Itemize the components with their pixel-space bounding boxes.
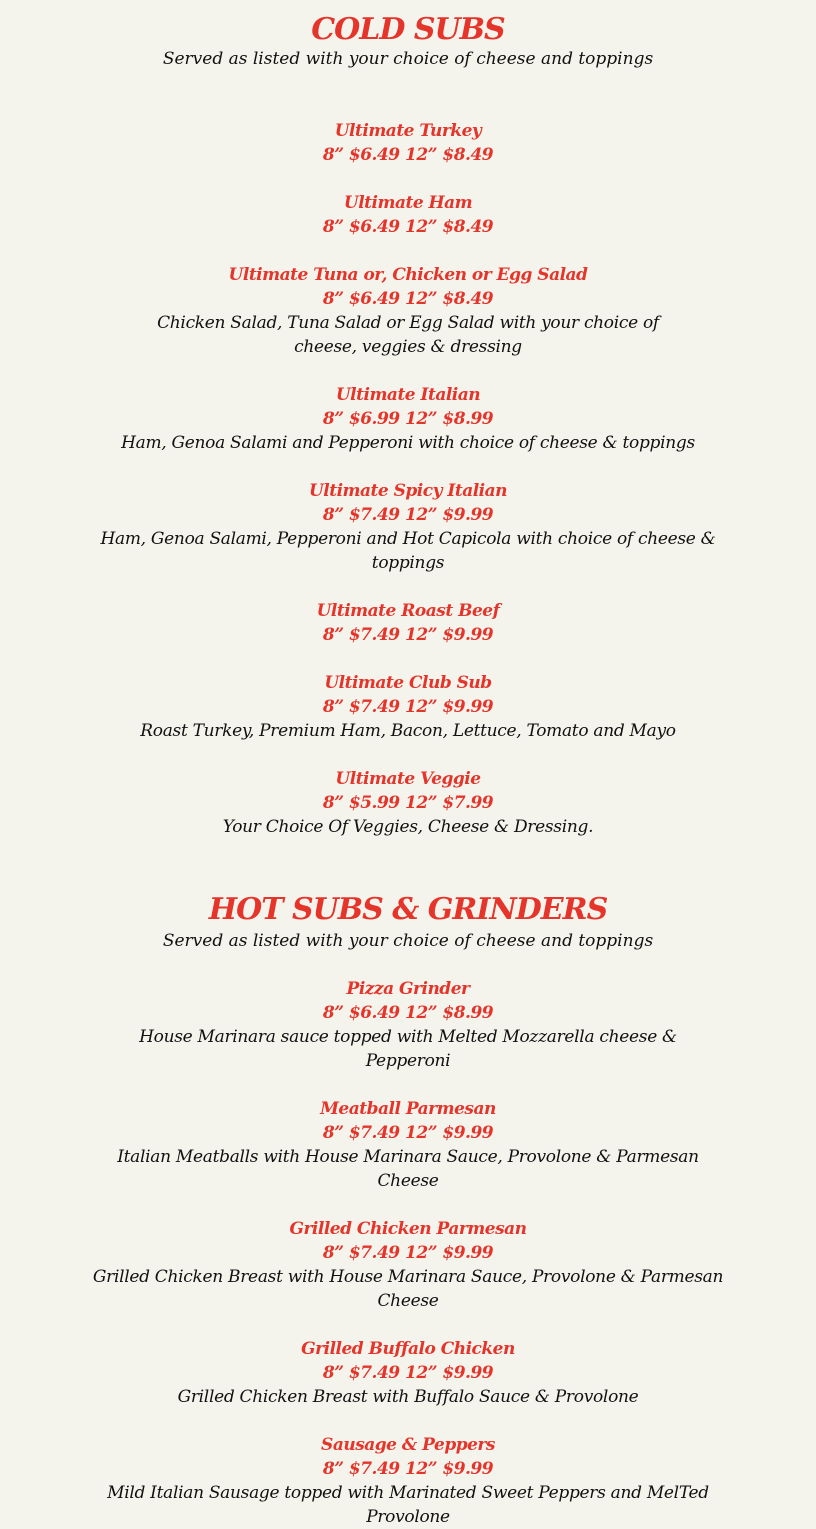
item-price: 8” $6.49 12” $8.49	[322, 289, 494, 309]
menu-item-ultimate-ham	[108, 191, 708, 239]
item-price: 8” $7.49 12” $9.99	[322, 505, 494, 525]
item-name: Ultimate Spicy Italian	[308, 481, 508, 501]
item-name: Ultimate Veggie	[335, 769, 481, 789]
menu-item-ultimate-veggie	[108, 767, 708, 839]
menu-item-ultimate-roast-beef	[108, 599, 708, 647]
menu-item-grilled-buffalo-chicken	[108, 1337, 708, 1409]
item-price: 8” $6.99 12” $8.99	[322, 409, 494, 429]
hot-subs-subtitle: Served as listed with your choice of cheese and toppings	[162, 931, 654, 951]
item-price: 8” $7.49 12” $9.99	[322, 1243, 494, 1263]
item-name: Ultimate Roast Beef	[316, 601, 500, 621]
menu-item-sausage-peppers	[108, 1433, 708, 1529]
item-price: 8” $7.49 12” $9.99	[322, 697, 494, 717]
hot-subs-section	[0, 891, 816, 1529]
menu-item-ultimate-spicy-italian	[100, 479, 716, 575]
item-description: Roast Turkey, Premium Ham, Bacon, Lettuce, Tomato and Mayo	[140, 721, 676, 741]
item-name: Ultimate Club Sub	[324, 673, 492, 693]
item-price: 8” $6.49 12” $8.49	[322, 145, 494, 165]
item-name: Grilled Buffalo Chicken	[301, 1339, 515, 1359]
item-name: Ultimate Ham	[343, 193, 473, 213]
item-name: Meatball Parmesan	[320, 1099, 496, 1119]
menu-item-ultimate-italian	[108, 383, 708, 455]
item-price: 8” $7.49 12” $9.99	[322, 625, 494, 645]
item-description: Ham, Genoa Salami and Pepperoni with choice of cheese & toppings	[121, 433, 695, 453]
menu-item-meatball-parmesan	[108, 1097, 708, 1193]
item-description: Chicken Salad, Tuna Salad or Egg Salad with your choice of cheese, veggies & dressing	[157, 313, 659, 357]
menu-item-pizza-grinder	[108, 977, 708, 1073]
item-description: Italian Meatballs with House Marinara Sauce, Provolone & Parmesan Cheese	[117, 1147, 699, 1191]
item-name: Grilled Chicken Parmesan	[289, 1219, 527, 1239]
item-name: Ultimate Tuna or, Chicken or Egg Salad	[228, 265, 588, 285]
item-description: Your Choice Of Veggies, Cheese & Dressing.	[222, 817, 594, 837]
menu-item-ultimate-turkey	[108, 119, 708, 167]
item-description: Mild Italian Sausage topped with Marinated Sweet Peppers and MelTed Provolone	[107, 1483, 709, 1527]
item-name: Ultimate Turkey	[334, 121, 482, 141]
item-price: 8” $7.49 12” $9.99	[322, 1363, 494, 1383]
item-price: 8” $5.99 12” $7.99	[322, 793, 494, 813]
menu-item-grilled-chicken-parmesan	[92, 1217, 724, 1313]
item-name: Pizza Grinder	[346, 979, 470, 999]
item-price: 8” $6.49 12” $8.99	[322, 1003, 494, 1023]
cold-subs-subtitle: Served as listed with your choice of cheese and toppings	[162, 49, 654, 69]
item-price: 8” $6.49 12” $8.49	[322, 217, 494, 237]
item-price: 8” $7.49 12” $9.99	[322, 1123, 494, 1143]
item-description: Grilled Chicken Breast with House Marinara Sauce, Provolone & Parmesan Cheese	[92, 1267, 724, 1311]
item-name: Ultimate Italian	[335, 385, 481, 405]
item-description: Ham, Genoa Salami, Pepperoni and Hot Capicola with choice of cheese & toppings	[100, 529, 716, 573]
item-price: 8” $7.49 12” $9.99	[322, 1459, 494, 1479]
item-description: Grilled Chicken Breast with Buffalo Sauce & Provolone	[177, 1387, 639, 1407]
hot-subs-title: HOT SUBS & GRINDERS	[208, 892, 608, 927]
cold-subs-title: COLD SUBS	[311, 12, 505, 47]
menu-item-ultimate-salad	[108, 263, 708, 359]
menu-item-ultimate-club-sub	[108, 671, 708, 743]
item-description: House Marinara sauce topped with Melted Mozzarella cheese & Pepperoni	[139, 1027, 677, 1071]
item-name: Sausage & Peppers	[321, 1435, 495, 1455]
